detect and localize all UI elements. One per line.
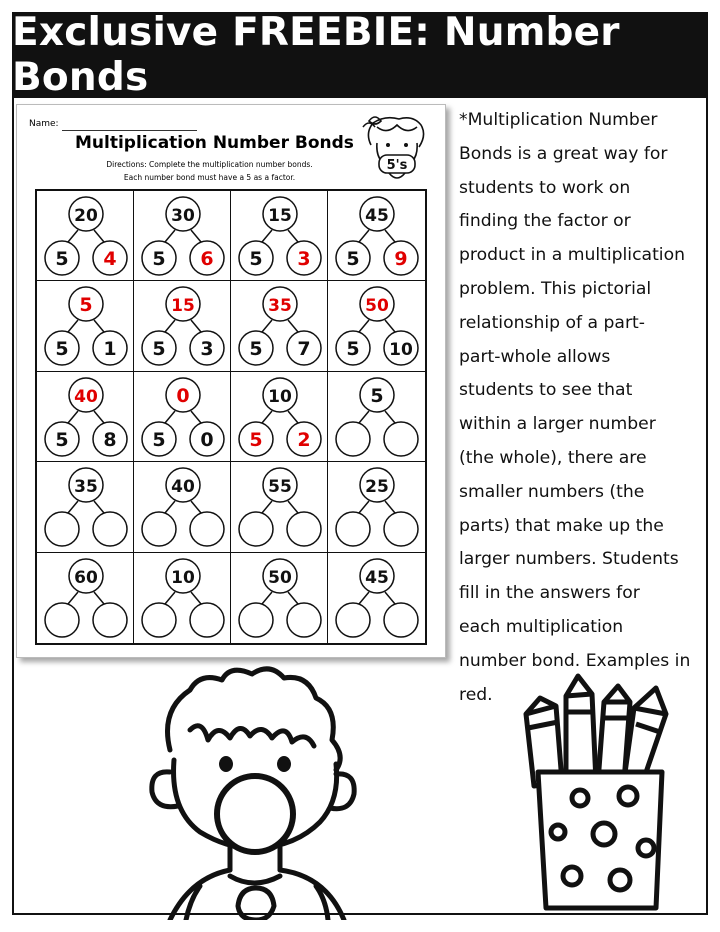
description-line: relationship of a part- [459, 312, 645, 333]
bond-part-left-circle [142, 603, 176, 637]
bond-part-left-circle [45, 512, 79, 546]
name-line [62, 130, 197, 131]
bond-whole: 50 [365, 296, 389, 317]
bond-part-right: 4 [103, 248, 117, 270]
bond-part-left: 5 [55, 338, 69, 361]
number-bond [37, 372, 134, 462]
number-bond [328, 553, 425, 643]
description-line: students to see that [459, 380, 633, 401]
number-bond [134, 462, 231, 552]
bond-whole: 35 [74, 477, 98, 498]
bond-part-left: 5 [152, 428, 166, 451]
description-line: parts) that make up the [459, 515, 664, 536]
bond-part-right: 9 [394, 248, 408, 270]
bond-whole: 60 [74, 567, 98, 588]
bond-part-left: 5 [346, 338, 360, 361]
bond-part-right-circle [93, 512, 127, 546]
description-line: smaller numbers (the [459, 481, 645, 502]
banner-title: Exclusive FREEBIE: Number Bonds [12, 12, 708, 98]
bond-whole: 0 [176, 384, 190, 407]
bond-part-left-circle [239, 512, 273, 546]
bond-part-left: 5 [249, 428, 263, 451]
description-line: part-whole allows [459, 346, 611, 367]
bond-part-left: 5 [55, 428, 69, 451]
bond-part-right-circle [287, 512, 321, 546]
bond-whole: 15 [268, 206, 292, 226]
description-line: each multiplication [459, 616, 624, 637]
number-bond [328, 462, 425, 552]
description-line: red. [459, 684, 493, 705]
description-line: *Multiplication Number [459, 110, 658, 130]
name-label: Name: [29, 119, 59, 129]
bond-whole: 30 [171, 206, 195, 226]
number-bond [37, 553, 134, 643]
description-line: problem. This pictorial [459, 278, 652, 299]
description-line: product in a multiplication [459, 245, 685, 266]
bond-part-right-circle [93, 603, 127, 637]
description-text [459, 104, 709, 712]
number-bond [134, 553, 231, 643]
bond-part-right: 3 [200, 338, 214, 361]
worksheet-preview [16, 104, 446, 658]
number-bond [231, 372, 328, 462]
bond-whole: 15 [171, 296, 195, 317]
bond-part-right: 10 [389, 340, 413, 361]
bond-part-right: 1 [103, 338, 117, 361]
bond-whole: 35 [268, 296, 292, 317]
bond-part-right-circle [190, 603, 224, 637]
bond-part-left: 5 [346, 248, 360, 270]
bond-whole: 45 [365, 567, 389, 588]
bond-whole: 5 [79, 294, 93, 317]
bond-whole: 25 [365, 477, 389, 498]
description-line: finding the factor or [459, 211, 631, 232]
bond-part-left: 5 [249, 338, 263, 361]
bond-part-left-circle [336, 422, 370, 456]
number-bond [37, 191, 134, 281]
description-line: fill in the answers for [459, 583, 640, 604]
number-bond [231, 553, 328, 643]
number-bond [134, 281, 231, 371]
bond-whole: 45 [365, 206, 389, 226]
number-bond-grid [35, 189, 427, 645]
bond-part-right-circle [384, 422, 418, 456]
bond-whole: 10 [171, 567, 195, 588]
bond-whole: 40 [74, 386, 98, 407]
bond-part-right-circle [384, 603, 418, 637]
bond-part-right-circle [190, 512, 224, 546]
bond-part-left: 5 [249, 248, 263, 270]
directions-line-2: Each number bond must have a 5 as a factor. [123, 173, 296, 182]
number-bond [134, 191, 231, 281]
description-line: Bonds is a great way for [459, 143, 668, 164]
bond-whole: 5 [370, 384, 384, 407]
bond-part-right-circle [287, 603, 321, 637]
number-bond [328, 372, 425, 462]
number-bond [37, 462, 134, 552]
bond-part-right: 0 [200, 428, 214, 451]
bond-part-right: 8 [103, 428, 117, 451]
bond-part-left-circle [336, 512, 370, 546]
bond-whole: 20 [74, 206, 98, 226]
bond-whole: 10 [268, 386, 292, 407]
bond-part-left-circle [239, 603, 273, 637]
bond-whole: 55 [268, 477, 292, 498]
number-bond [37, 281, 134, 371]
bond-part-left-circle [142, 512, 176, 546]
bond-whole: 50 [268, 567, 292, 588]
pencil-cup-illustration [500, 672, 700, 912]
worksheet-title: Multiplication Number Bonds [75, 133, 354, 153]
mascot-label: 5's [386, 158, 408, 173]
number-bond [328, 281, 425, 371]
bond-part-left-circle [336, 603, 370, 637]
girl-mascot-icon [357, 113, 437, 189]
description-line: number bond. Examples in [459, 650, 691, 671]
bond-part-right-circle [384, 512, 418, 546]
description-line: larger numbers. Students [459, 549, 679, 570]
number-bond [134, 372, 231, 462]
number-bond [231, 191, 328, 281]
directions-line-1: Directions: Complete the multiplication number bonds. [106, 160, 313, 169]
bond-part-right: 6 [200, 248, 214, 270]
bond-part-left: 5 [152, 248, 166, 270]
boy-blowing-bubblegum-illustration [130, 660, 390, 920]
description-line: students to work on [459, 177, 631, 198]
description-line: within a larger number [459, 414, 656, 435]
bond-whole: 40 [171, 477, 195, 498]
description-line: (the whole), there are [459, 447, 647, 468]
number-bond [231, 462, 328, 552]
number-bond [231, 281, 328, 371]
bond-part-left: 5 [55, 248, 69, 270]
bond-part-right: 7 [297, 338, 311, 361]
bond-part-left: 5 [152, 338, 166, 361]
number-bond [328, 191, 425, 281]
bond-part-right: 3 [297, 248, 311, 270]
bond-part-left-circle [45, 603, 79, 637]
bond-part-right: 2 [297, 428, 311, 451]
